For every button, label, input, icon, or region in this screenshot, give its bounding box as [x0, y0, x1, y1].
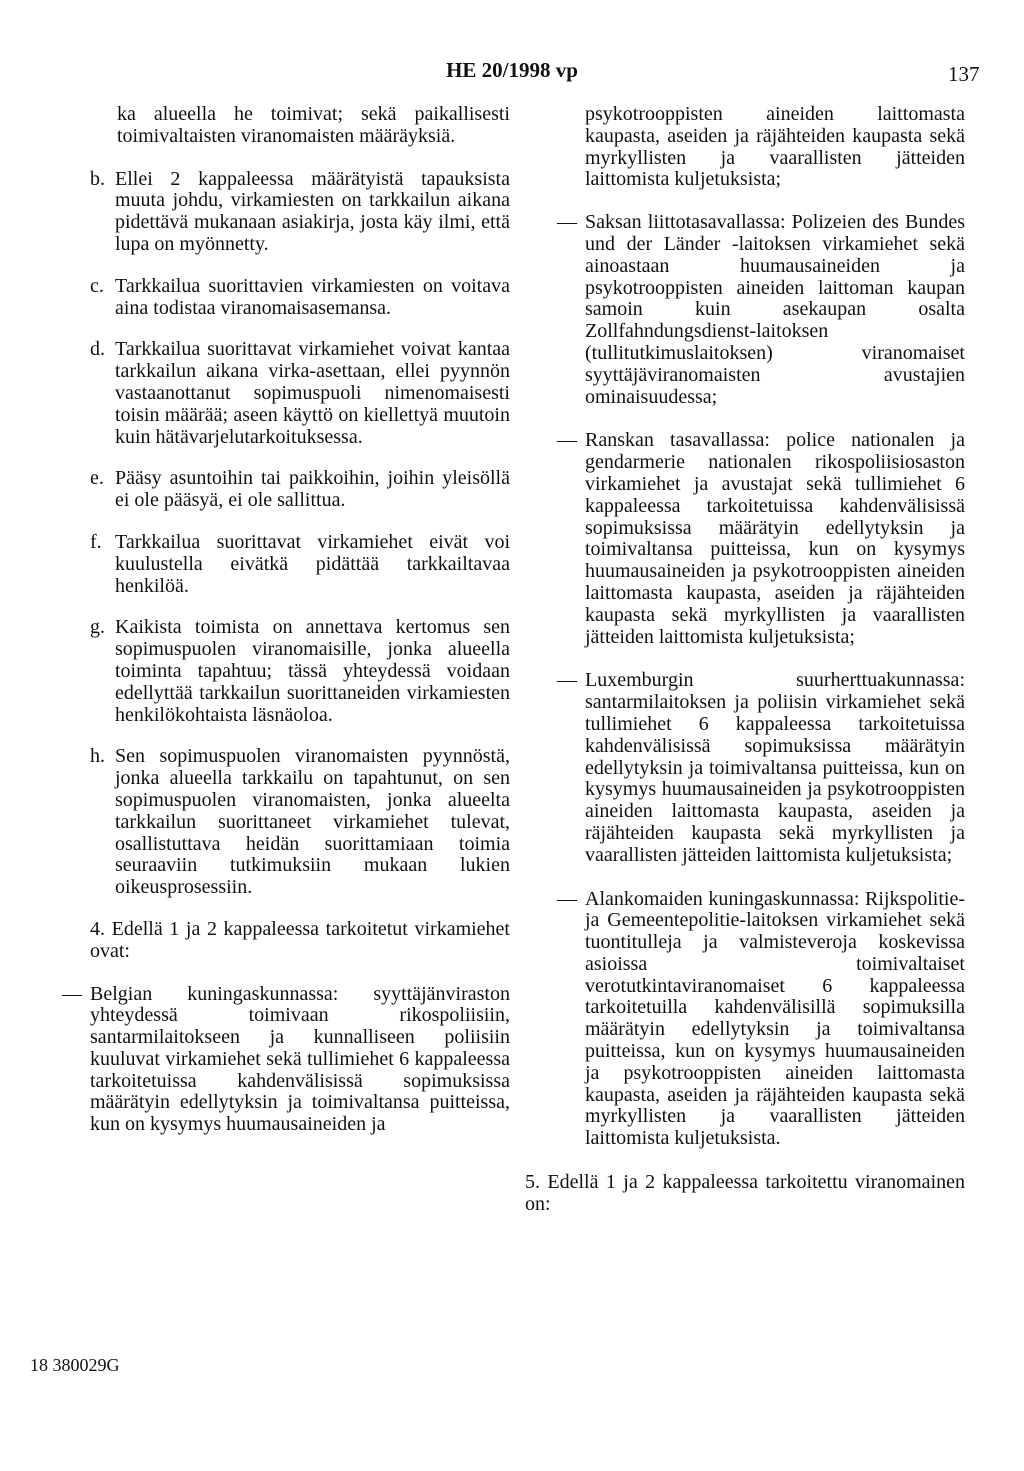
- list-item-f: [90, 532, 510, 597]
- dash-item-text: Belgian kuningaskunnassa: syyttäjänviraston yhteydessä toimivaan rikospoliisiin, santarmilaitokseen ja kunnalliseen poliisiin kuuluvat virkamiehet sekä tullimiehet 6 kappaleessa tarkoitetuissa kahdenvälisissä sopimuksissa määrätyin edellytyksin ja toimivaltansa puitteissa, kun on kysymys huumausaineiden ja: [90, 982, 510, 1136]
- list-item-c: [90, 276, 510, 320]
- list-item-label: c.: [90, 274, 104, 297]
- list-item-h: [90, 746, 510, 899]
- list-item-b: [90, 169, 510, 256]
- dash-item-netherlands: [515, 889, 965, 1151]
- list-item-text: Pääsy asuntoihin tai paikkoihin, joihin yleisöllä ei ole pääsyä, ei ole sallittua.: [115, 467, 510, 512]
- page-header-title: HE 20/1998 vp: [446, 58, 578, 82]
- list-item-text: Tarkkailua suorittavat virkamiehet eivät voi kuulustella eivätkä pidättää tarkkailtavaa henkilöä.: [115, 530, 510, 597]
- list-item-label: e.: [90, 467, 104, 490]
- dash-item-france: [515, 430, 965, 648]
- print-code-footer: 18 380029G: [30, 1355, 120, 1375]
- list-item-label: b.: [90, 167, 105, 190]
- list-item-label: h.: [90, 745, 105, 768]
- list-item-label: d.: [90, 338, 105, 361]
- dash-item-text: Luxemburgin suurherttuakunnassa: santarmilaitoksen ja poliisin virkamiehet sekä tullimiehet 6 kappaleessa tarkoitetuissa kahdenvälisissä sopimuksissa määrätyin edellytyksin ja toimivaltansa puitteissa, kun on kysymys huumausaineiden ja psykotrooppisten aineiden laittomasta kaupasta, aseiden ja räjähteiden kaupasta sekä myrkyllisten ja vaarallisten jätteiden laittomista kuljetuksista;: [585, 669, 965, 866]
- dash-mark: —: [62, 982, 82, 1005]
- dash-item-belgium: [20, 984, 510, 1137]
- item-a-continuation: ka alueella he toimivat; sekä paikallisesti toimivaltaisten viranomaisten määräyksiä.: [117, 103, 510, 147]
- left-column: [62, 103, 510, 1158]
- dash-item-text: Alankomaiden kuningaskunnassa: Rijkspolitie- ja Gemeentepolitie-laitoksen virkamiehet sekä tuontitulleja ja valmisteveroja koskevissa asioissa toimivaltaiset verotutkintaviranomaiset 6 kappaleessa tarkoitetuilla kahdenvälisillä sopimuksilla määrätyin edellytyksin ja toimivaltansa puitteissa, kun on kysymys huumausaineiden ja psykotrooppisten aineiden laittomasta kaupasta, aseiden ja räjähteiden kaupasta sekä myrkyllisten ja vaarallisten jätteiden laittomista kuljetuksista.: [585, 887, 965, 1150]
- list-item-text: Sen sopimuspuolen viranomaisten pyynnöstä, jonka alueella tarkkailu on tapahtunut, on sen sopimuspuolen viranomaisten, jonka alueelta tarkkailun suorittaneet virkamiehet tulevat, osallistuttava heidän suorittamiaan toimia seuraaviin tutkimuksiin mukaan lukien oikeusprosessiin.: [115, 745, 510, 899]
- list-item-g: [90, 617, 510, 726]
- right-column: [515, 104, 965, 1237]
- list-item-text: Tarkkailua suorittavat virkamiehet voivat kantaa tarkkailun aikana virka-asettaan, ellei pyynnön vastaanottanut sopimuspuoli nimenomaisesti toisin määrää; aseen käyttö on kiellettyä muutoin kuin hätävarjelutarkoituksessa.: [115, 338, 510, 448]
- dash-mark: —: [557, 211, 577, 234]
- dash-mark: —: [557, 429, 577, 452]
- list-item-e: [90, 468, 510, 512]
- list-item-d: [90, 339, 510, 448]
- page-number: 137: [948, 62, 980, 86]
- list-item-text: Ellei 2 kappaleessa määrätyistä tapauksista muuta johdu, virkamiesten on tarkkailun aikana pidettävä mukanaan asiakirja, josta käy ilmi, että lupa on myönnetty.: [115, 167, 510, 255]
- paragraph-4: 4. Edellä 1 ja 2 kappaleessa tarkoitetut virkamiehet ovat:: [90, 917, 510, 962]
- dash-mark: —: [557, 669, 577, 692]
- dash-item-germany: [515, 212, 965, 408]
- list-item-text: Kaikista toimista on annettava kertomus sen sopimuspuolen viranomaisille, jonka alueella toiminta tapahtuu; tässä yhteydessä voidaan edellyttää tarkkailun suorittaneiden virkamiesten henkilökohtaista läsnäoloa.: [115, 616, 510, 726]
- belgium-continuation: psykotrooppisten aineiden laittomasta kaupasta, aseiden ja räjähteiden kaupasta sekä myrkyllisten ja vaarallisten jätteiden laittomista kuljetuksista;: [585, 103, 965, 191]
- dash-mark: —: [557, 887, 577, 910]
- list-item-label: f.: [90, 530, 102, 553]
- dash-item-text: Ranskan tasavallassa: police nationalen ja gendarmerie nationalen rikospoliisiosaston virkamiehet ja avustajat sekä tullimiehet 6 kappaleessa tarkoitetuissa kahdenvälisissä sopimuksissa määrätyin edellytyksin ja toimivaltansa puitteissa, kun on kysymys huumausaineiden ja psykotrooppisten aineiden laittomasta kaupasta, aseiden ja räjähteiden kaupasta sekä myrkyllisten ja vaarallisten jätteiden laittomista kuljetuksista;: [585, 429, 965, 648]
- paragraph-5: 5. Edellä 1 ja 2 kappaleessa tarkoitettu viranomainen on:: [525, 1171, 965, 1215]
- dash-item-text: Saksan liittotasavallassa: Polizeien des Bundes und der Länder -laitoksen virkamiehet sekä ainoastaan huumausaineiden ja psykotrooppisten aineiden laittoman kaupan samoin kuin asekaupan osalta Zollfahndungsdienst-laitoksen (tullitutkimuslaitoksen) viranomaiset syyttäjäviranomaisten avustajien ominaisuudessa;: [585, 211, 965, 408]
- dash-item-luxembourg: [515, 670, 965, 866]
- list-item-text: Tarkkailua suorittavien virkamiesten on voitava aina todistaa viranomaisasemansa.: [115, 274, 510, 319]
- list-item-label: g.: [90, 616, 105, 639]
